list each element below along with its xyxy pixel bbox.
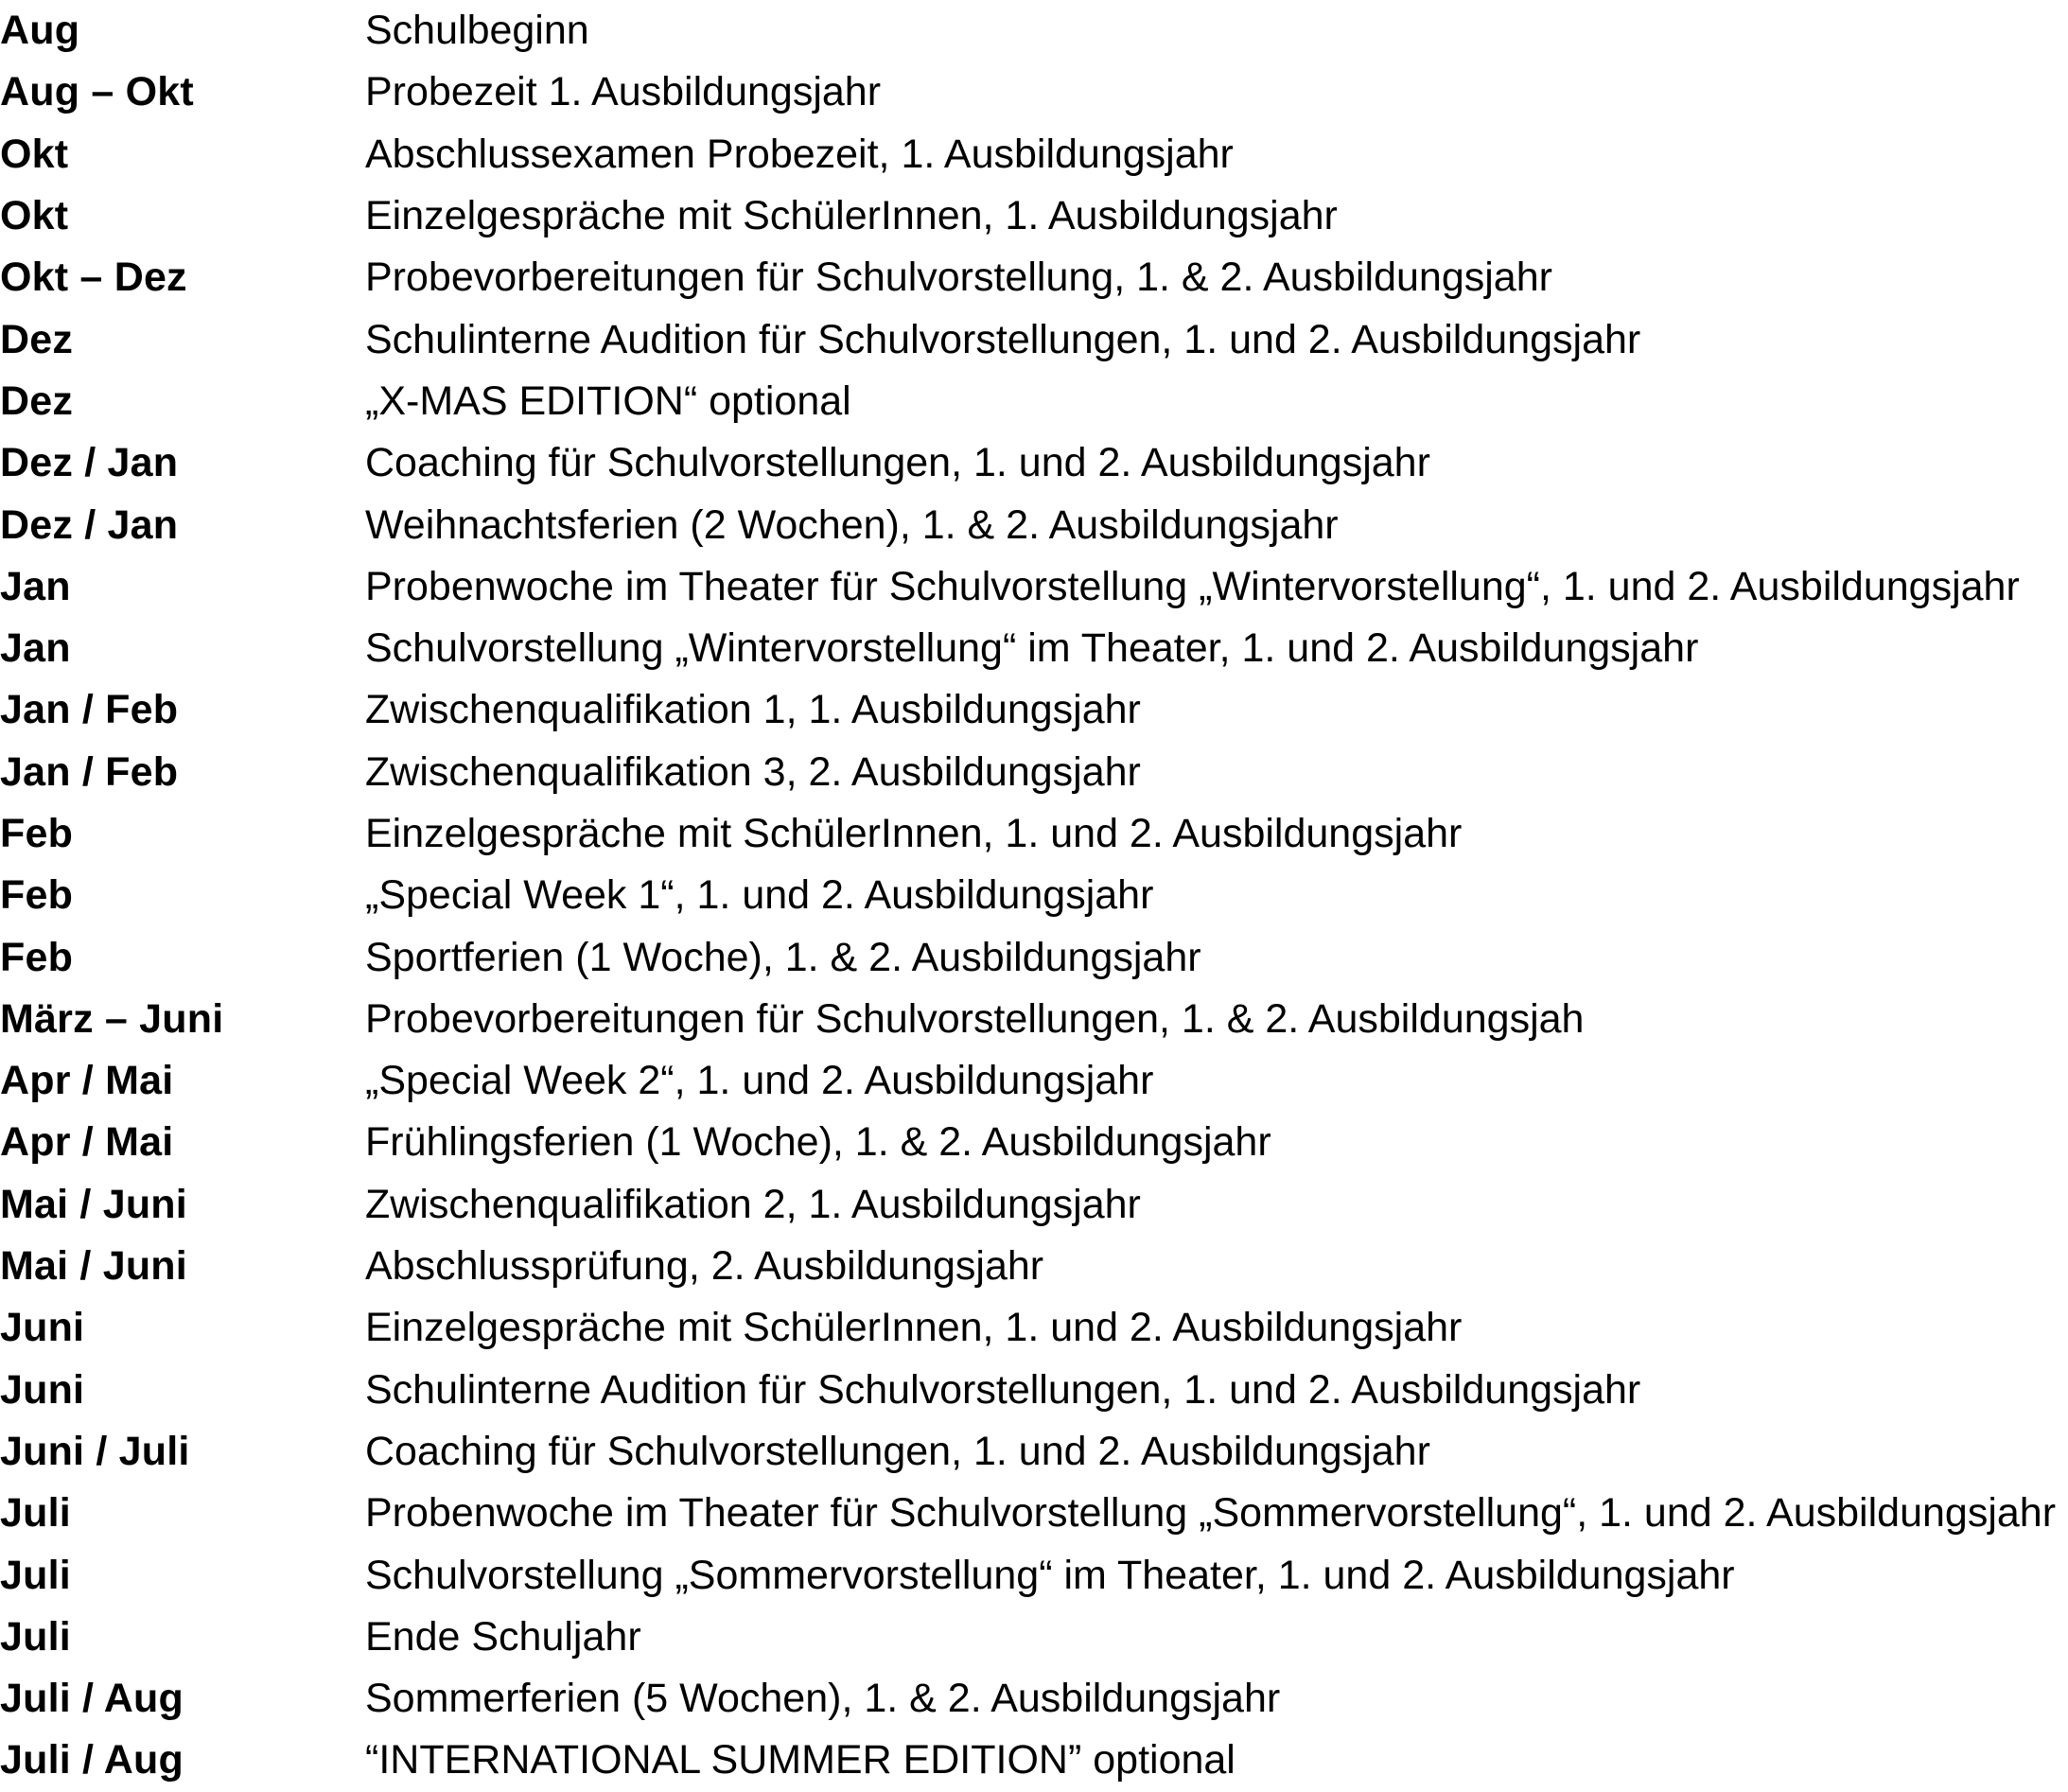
schedule-row (0, 247, 2068, 308)
event-text: Schulinterne Audition für Schulvorstellungen, 1. und 2. Ausbildungsjahr (365, 1366, 1641, 1413)
period-label: Dez / Jan (0, 440, 179, 486)
schedule-row (0, 742, 2068, 803)
event-text: Probevorbereitungen für Schulvorstellung, 1. & 2. Ausbildungsjahr (365, 255, 1552, 301)
schedule-row (0, 1668, 2068, 1730)
event-text: Weihnachtsferien (2 Wochen), 1. & 2. Ausbildungsjahr (365, 501, 1339, 548)
period-label: Mai / Juni (0, 1181, 187, 1227)
schedule-row (0, 618, 2068, 679)
schedule-row (0, 371, 2068, 432)
event-text: Coaching für Schulvorstellungen, 1. und 2. Ausbildungsjahr (365, 440, 1430, 486)
event-text: Coaching für Schulvorstellungen, 1. und 2. Ausbildungsjahr (365, 1428, 1430, 1474)
period-label: Juli / Aug (0, 1676, 184, 1722)
schedule-row (0, 926, 2068, 988)
event-text: Abschlussexamen Probezeit, 1. Ausbildungsjahr (365, 131, 1234, 177)
period-label: Dez (0, 378, 74, 424)
period-label: Juli (0, 1490, 71, 1537)
schedule-row (0, 1607, 2068, 1668)
event-text: Zwischenqualifikation 3, 2. Ausbildungsjahr (365, 748, 1141, 795)
event-text: Frühlingsferien (1 Woche), 1. & 2. Ausbildungsjahr (365, 1119, 1271, 1166)
event-text: Schulinterne Audition für Schulvorstellungen, 1. und 2. Ausbildungsjahr (365, 316, 1641, 362)
period-label: Okt – Dez (0, 255, 187, 301)
period-label: Juni (0, 1366, 85, 1413)
event-text: Schulvorstellung „Wintervorstellung“ im Theater, 1. und 2. Ausbildungsjahr (365, 625, 1699, 672)
event-text: “INTERNATIONAL SUMMER EDITION” optional (365, 1737, 1236, 1783)
schedule-row (0, 803, 2068, 865)
period-label: Feb (0, 811, 74, 856)
schedule-row (0, 1360, 2068, 1421)
schedule-row (0, 1050, 2068, 1112)
period-label: Jan / Feb (0, 687, 179, 733)
period-label: Aug – Okt (0, 69, 194, 115)
schedule-row (0, 185, 2068, 247)
period-label: Jan (0, 625, 71, 672)
period-label: Mai / Juni (0, 1243, 187, 1290)
period-label: Dez / Jan (0, 501, 179, 548)
event-text: Schulvorstellung „Sommervorstellung“ im Theater, 1. und 2. Ausbildungsjahr (365, 1552, 1735, 1598)
event-text: Einzelgespräche mit SchülerInnen, 1. und 2. Ausbildungsjahr (365, 1305, 1463, 1351)
event-text: Abschlussprüfung, 2. Ausbildungsjahr (365, 1243, 1044, 1290)
period-label: Feb (0, 872, 74, 919)
event-text: Probenwoche im Theater für Schulvorstellung „Wintervorstellung“, 1. und 2. Ausbildungsjahr (365, 563, 2020, 609)
event-text: Probevorbereitungen für Schulvorstellungen, 1. & 2. Ausbildungsjah (365, 995, 1585, 1042)
event-text: Einzelgespräche mit SchülerInnen, 1. Ausbildungsjahr (365, 193, 1338, 239)
schedule-row (0, 1297, 2068, 1359)
schedule-row (0, 124, 2068, 185)
event-text: „Special Week 2“, 1. und 2. Ausbildungsjahr (365, 1058, 1154, 1104)
schedule-row (0, 1544, 2068, 1606)
period-label: Jan (0, 563, 71, 609)
period-label: Okt (0, 193, 69, 239)
period-label: Dez (0, 316, 74, 362)
event-text: Probezeit 1. Ausbildungsjahr (365, 69, 882, 115)
schedule-row (0, 1421, 2068, 1483)
schedule-row (0, 1174, 2068, 1236)
schedule-row (0, 494, 2068, 555)
event-text: Sommerferien (5 Wochen), 1. & 2. Ausbildungsjahr (365, 1676, 1281, 1722)
schedule-row (0, 0, 2068, 61)
period-label: Jan / Feb (0, 748, 179, 795)
schedule-row (0, 1236, 2068, 1297)
event-text: Einzelgespräche mit SchülerInnen, 1. und 2. Ausbildungsjahr (365, 811, 1463, 856)
schedule-row (0, 308, 2068, 370)
period-label: Juli / Aug (0, 1737, 184, 1783)
event-text: Zwischenqualifikation 1, 1. Ausbildungsjahr (365, 687, 1141, 733)
schedule-row (0, 865, 2068, 926)
period-label: Apr / Mai (0, 1058, 174, 1104)
period-label: Juni / Juli (0, 1428, 190, 1474)
period-label: Feb (0, 934, 74, 980)
event-text: Schulbeginn (365, 8, 589, 54)
schedule-row (0, 1483, 2068, 1544)
schedule-row (0, 556, 2068, 618)
event-text: Zwischenqualifikation 2, 1. Ausbildungsjahr (365, 1181, 1141, 1227)
period-label: Juli (0, 1552, 71, 1598)
schedule-row (0, 432, 2068, 494)
event-text: „Special Week 1“, 1. und 2. Ausbildungsjahr (365, 872, 1154, 919)
period-label: Apr / Mai (0, 1119, 174, 1166)
schedule-row (0, 1112, 2068, 1173)
event-text: Probenwoche im Theater für Schulvorstellung „Sommervorstellung“, 1. und 2. Ausbildungsjahr (365, 1490, 2057, 1537)
event-text: Ende Schuljahr (365, 1613, 641, 1660)
schedule-row (0, 989, 2068, 1050)
period-label: März – Juni (0, 995, 224, 1042)
period-label: Okt (0, 131, 69, 177)
event-text: „X-MAS EDITION“ optional (365, 378, 851, 424)
schedule-row (0, 61, 2068, 123)
schedule-row (0, 679, 2068, 741)
period-label: Juni (0, 1305, 85, 1351)
schedule-row (0, 1730, 2068, 1791)
period-label: Juli (0, 1613, 71, 1660)
event-text: Sportferien (1 Woche), 1. & 2. Ausbildungsjahr (365, 934, 1201, 980)
period-label: Aug (0, 8, 80, 54)
